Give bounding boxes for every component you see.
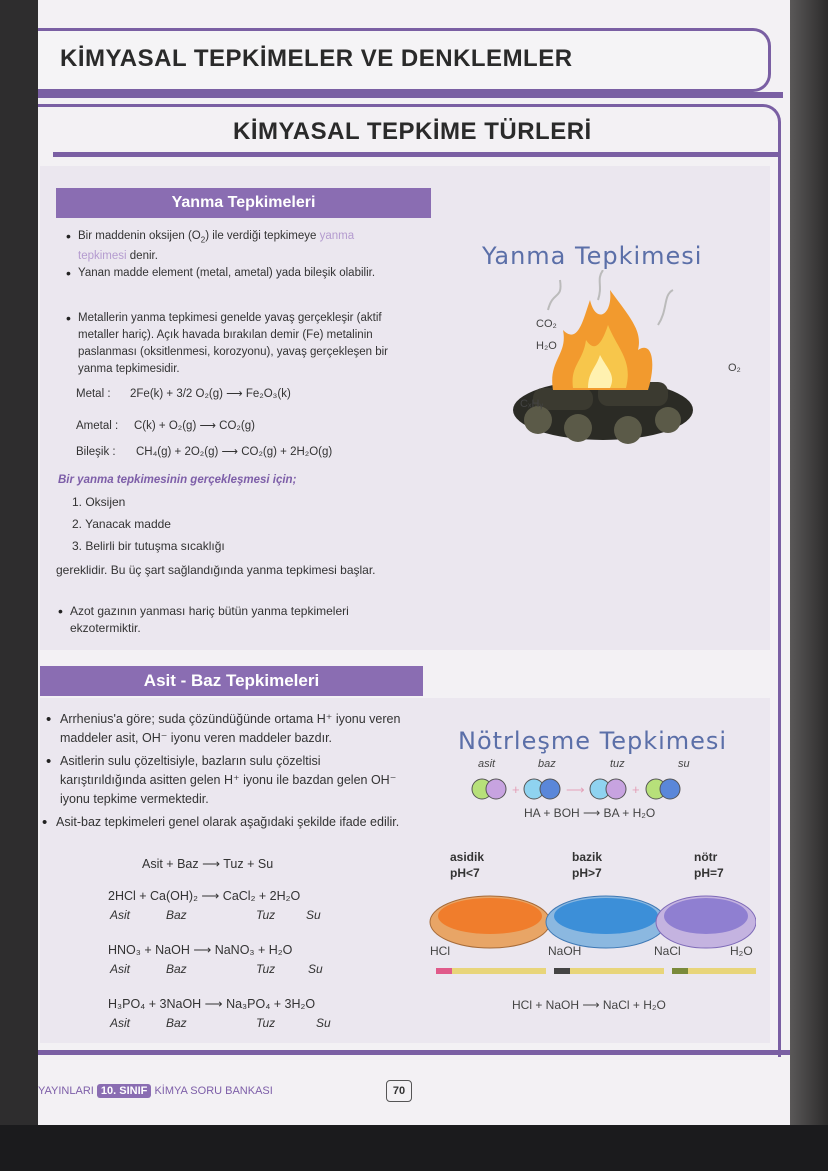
neut-su-label: su <box>678 758 690 770</box>
condition-title: Bir yanma tepkimesinin gerçekleşmesi için; <box>58 474 297 486</box>
neut-asit-label: asit <box>478 758 496 770</box>
svg-text:+: + <box>512 782 520 797</box>
nacl-label: NaCl <box>654 944 681 958</box>
chapter-title-box <box>38 28 771 92</box>
condition-3: 3. Belirli bir tutuşma sıcaklığı <box>72 539 225 553</box>
neut-baz-label: baz <box>538 758 556 770</box>
asit-bullet-3: • Asit-baz tepkimeleri genel olarak aşağıdaki şekilde ifade edilir. <box>56 813 401 832</box>
eq3-baz: Baz <box>166 1016 187 1030</box>
naoh-label: NaOH <box>548 944 582 958</box>
equation-3: H₃PO₄ + 3NaOH ⟶ Na₃PO₄ + 3H₂O <box>108 997 316 1011</box>
yanma-bullet-1: • Bir maddenin oksijen $(O_2)$ ile verdiği tepkimeye yanma tepkimesi denir. <box>78 228 398 265</box>
footer-line <box>38 1050 790 1055</box>
asidik-label: asidik <box>450 850 485 864</box>
yanma-bullet-4: • Azot gazının yanması hariç bütün yanma tepkimeleri ekzotermiktir. <box>70 603 400 637</box>
grade-badge: 10. SINIF <box>97 1084 151 1098</box>
ametal-label: Ametal : <box>76 420 119 432</box>
yanma-ribbon: Yanma Tepkimeleri <box>56 188 431 218</box>
eq1-baz: Baz <box>166 908 187 922</box>
condition-2: 2. Yanacak madde <box>72 517 171 531</box>
h2o-label: H₂O <box>536 340 557 352</box>
left-edge <box>0 0 38 1171</box>
neut-figure-title: Nötrleşme Tepkimesi <box>458 727 728 755</box>
petri-dishes <box>426 884 756 984</box>
asit-ribbon: Asit - Baz Tepkimeleri <box>40 666 423 696</box>
equation-1: 2HCl + Ca(OH)₂ ⟶ CaCl₂ + 2H₂O <box>108 889 301 903</box>
right-edge-shadow <box>790 0 828 1171</box>
eq1-tuz: Tuz <box>256 908 276 922</box>
asidik-ph: pH<7 <box>450 866 480 880</box>
neut-formula: HA + BOH ⟶ BA + H₂O <box>524 806 656 820</box>
notr-label: nötr <box>694 850 718 864</box>
notr-ph: pH=7 <box>694 866 724 880</box>
h2o-product-label: H₂O <box>730 944 753 958</box>
ametal-equation: C(k) + O₂(g) ⟶ CO₂(g) <box>134 420 255 432</box>
eq3-asit: Asit <box>110 1016 131 1030</box>
eq3-tuz: Tuz <box>256 1016 276 1030</box>
condition-1: 1. Oksijen <box>72 495 126 509</box>
eq2-baz: Baz <box>166 962 187 976</box>
bazik-ph: pH>7 <box>572 866 602 880</box>
neut-tuz-label: tuz <box>610 758 625 770</box>
asit-bullet-1: • Arrhenius'a göre; suda çözündüğünde ortama H⁺ iyonu veren maddeler asit, OH⁻ iyonu veren maddeler bazdır. <box>60 710 405 748</box>
title-stripe <box>38 92 783 98</box>
o2-label: O₂ <box>728 362 741 374</box>
bilesik-label: Bileşik : <box>76 446 116 458</box>
hcl-label: HCl <box>430 944 450 958</box>
page-number: 70 <box>386 1080 412 1102</box>
eq1-su: Su <box>306 908 321 922</box>
asit-bullet-2: • Asitlerin sulu çözeltisiyle, bazların sulu çözeltisi karıştırıldığında asitten gelen H⁺ iyonu ile bazdan gelen OH⁻ iyonu tepkime vermektedir. <box>60 752 405 809</box>
svg-text:⟶: ⟶ <box>566 782 585 797</box>
bilesik-equation: CH₄(g) + 2O₂(g) ⟶ CO₂(g) + 2H₂O(g) <box>136 446 333 458</box>
general-equation: Asit + Baz ⟶ Tuz + Su <box>142 857 274 871</box>
section-title: KİMYASAL TEPKİME TÜRLERİ <box>233 118 592 145</box>
bottom-edge <box>0 1125 828 1171</box>
equation-2: HNO₃ + NaOH ⟶ NaNO₃ + H₂O <box>108 943 293 957</box>
book-page <box>38 0 790 1125</box>
ch4-label: CₓHᵧ <box>520 398 544 410</box>
metal-equation: 2Fe(k) + 3/2 O₂(g) ⟶ Fe₂O₃(k) <box>130 388 291 400</box>
eq1-asit: Asit <box>110 908 131 922</box>
svg-text:+: + <box>632 782 640 797</box>
yanma-bullet-3: • Metallerin yanma tepkimesi genelde yavaş gerçekleşir (aktif metaller hariç). Açık havada bırakılan demir (Fe) metalinin paslanması (oksitlenmesi, korozyonu), yavaş gerçekleşen bir yanma tepkimesidir. <box>78 310 398 378</box>
condition-conclusion: gereklidir. Bu üç şart sağlandığında yanma tepkimesi başlar. <box>56 563 376 577</box>
eq2-asit: Asit <box>110 962 131 976</box>
eq2-tuz: Tuz <box>256 962 276 976</box>
neut-bottom-equation: HCl + NaOH ⟶ NaCl + H₂O <box>512 998 666 1012</box>
eq3-su: Su <box>316 1016 331 1030</box>
co2-label: CO₂ <box>536 318 557 330</box>
molecule-row <box>470 772 710 806</box>
yanma-bullet-2: • Yanan madde element (metal, ametal) yada bileşik olabilir. <box>78 265 398 282</box>
campfire-illustration <box>478 270 728 460</box>
section-stripe <box>53 152 778 157</box>
footer-text: YAYINLARI 10. SINIF KİMYA SORU BANKASI <box>38 1085 273 1097</box>
bazik-label: bazik <box>572 850 603 864</box>
metal-label: Metal : <box>76 388 111 400</box>
fire-figure-title: Yanma Tepkimesi <box>482 242 703 270</box>
eq2-su: Su <box>308 962 323 976</box>
chapter-title: KİMYASAL TEPKİMELER VE DENKLEMLER <box>60 45 573 72</box>
